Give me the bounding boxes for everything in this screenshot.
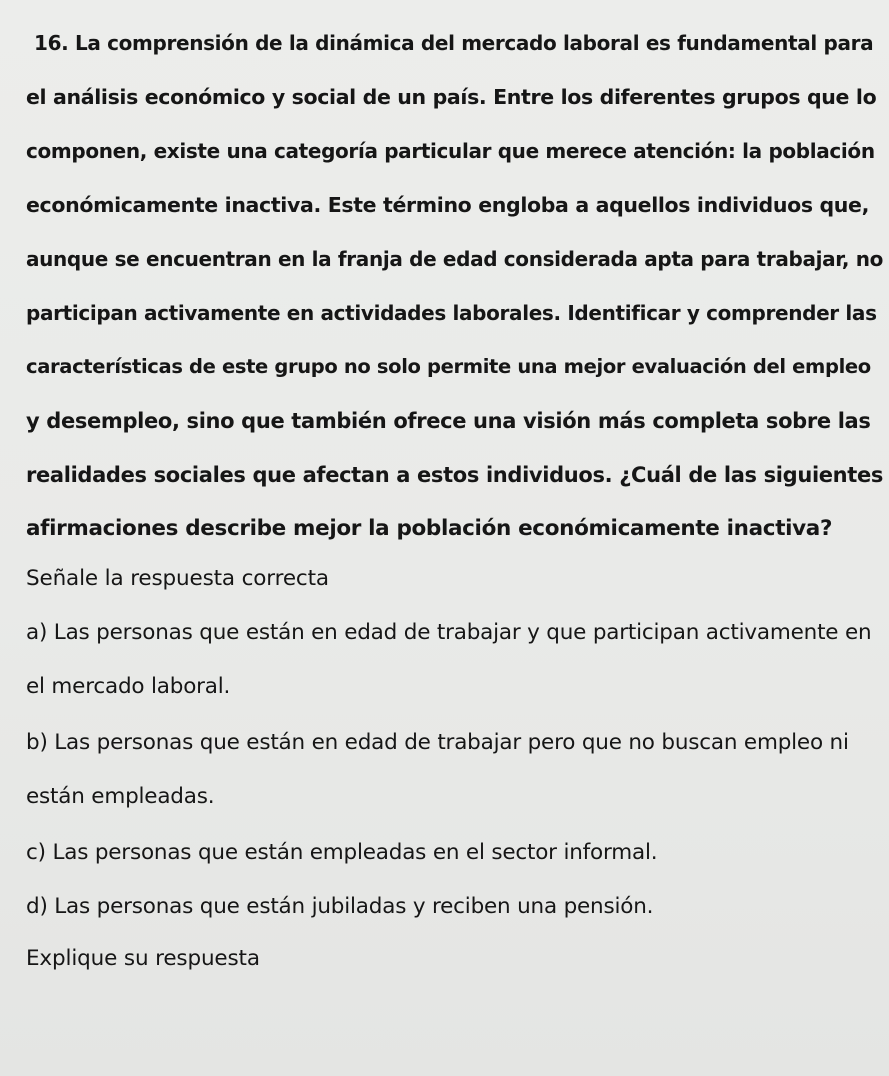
question-text-line: el análisis económico y social de un país. Entre los diferentes grupos que lo: [26, 85, 877, 109]
option-text: a) Las personas que están en edad de trabajar y que participan activamente en: [26, 620, 872, 645]
question-text-line: aunque se encuentran en la franja de edad considerada apta para trabajar, no: [26, 247, 884, 271]
option-text: d) Las personas que están jubiladas y reciben una pensión.: [26, 894, 654, 919]
option-text: b) Las personas que están en edad de trabajar pero que no buscan empleo ni: [26, 730, 849, 755]
question-text-line: afirmaciones describe mejor la población económicamente inactiva?: [26, 516, 833, 541]
question-text-line: características de este grupo no solo permite una mejor evaluación del empleo: [26, 355, 871, 378]
question-title-line: 16. La comprensión de la dinámica del mercado laboral es fundamental para: [34, 31, 874, 55]
question-text-line: y desempleo, sino que también ofrece una visión más completa sobre las: [26, 409, 871, 433]
instruction-text: Señale la respuesta correcta: [26, 566, 329, 591]
question-text-line: componen, existe una categoría particular que merece atención: la población: [26, 139, 875, 163]
question-text-line: económicamente inactiva. Este término engloba a aquellos individuos que,: [26, 193, 870, 217]
explain-prompt: Explique su respuesta: [26, 946, 260, 971]
question-text-line: participan activamente en actividades laborales. Identificar y comprender las: [26, 301, 877, 325]
option-text-continued: el mercado laboral.: [26, 674, 231, 699]
option-text-continued: están empleadas.: [26, 784, 215, 809]
option-text: c) Las personas que están empleadas en el sector informal.: [26, 840, 658, 865]
question-text-line: realidades sociales que afectan a estos individuos. ¿Cuál de las siguientes: [26, 463, 884, 487]
